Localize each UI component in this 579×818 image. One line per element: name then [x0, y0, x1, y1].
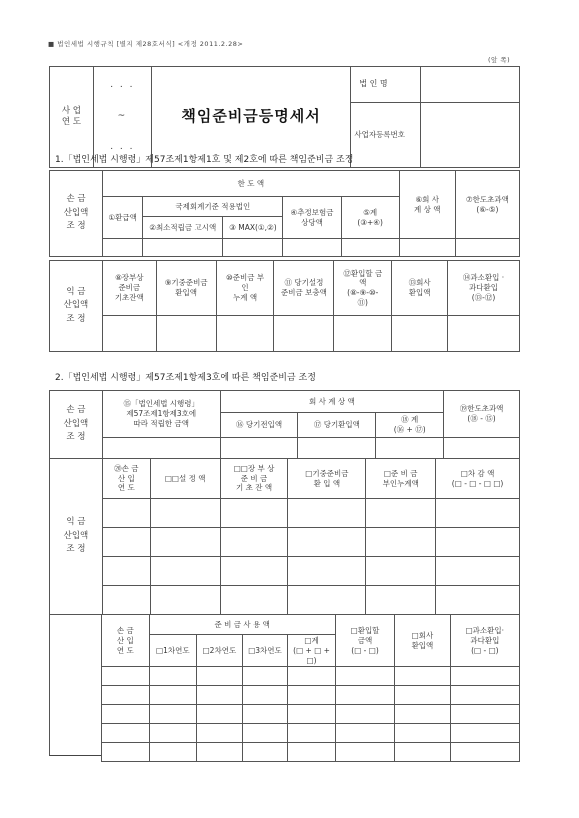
s1-col10: ⑩준비금 부 인 누계 액 — [216, 261, 274, 316]
s2-use-sum: □계 (□ + □ + □) — [288, 635, 336, 667]
s2-use-row-d-5[interactable] — [288, 724, 336, 743]
s2-use-row-d-2[interactable] — [149, 724, 197, 743]
s1-input-9[interactable] — [156, 316, 216, 352]
s1-col8: ⑧장부상 준비금 기초잔액 — [102, 261, 156, 316]
s1-col1: ①환급액 — [103, 197, 143, 239]
s1-col12: ⑫환입할 금 액 (⑧-⑨-⑩- ⑪) — [334, 261, 392, 316]
s2-return-amt: □환입할 금액 (□ - □) — [335, 615, 394, 667]
s2-use-row-a-3[interactable] — [197, 667, 243, 686]
s2-row-c-3[interactable] — [220, 557, 288, 586]
s2-use-row-e-5[interactable] — [288, 743, 336, 762]
s1-input-13[interactable] — [392, 316, 448, 352]
s2-use-row-d-3[interactable] — [197, 724, 243, 743]
s2-use-row-b-4[interactable] — [242, 686, 288, 705]
s2-use-row-e-3[interactable] — [197, 743, 243, 762]
s1-input-2[interactable] — [143, 239, 223, 257]
section2-heading: 2.「법인세법 시행령」제57조제1항제3호에 따른 책임준비금 조정 — [55, 373, 316, 383]
s2-sub-year: 손 금 산 입 연 도 — [102, 615, 150, 667]
s2-row-b-1[interactable] — [102, 528, 150, 557]
s2-row-a-5[interactable] — [366, 499, 436, 528]
s2-row-d-1[interactable] — [102, 586, 150, 615]
section1-profit-table — [49, 260, 520, 352]
s2-use-row-b-5[interactable] — [288, 686, 336, 705]
s2-use-row-e-1[interactable] — [102, 743, 150, 762]
section2-usage-table — [101, 614, 520, 762]
s2-row-b-4[interactable] — [288, 528, 366, 557]
reg-no-field[interactable] — [421, 103, 520, 168]
s2-use-row-e-6[interactable] — [335, 743, 394, 762]
s2-use-row-c-4[interactable] — [242, 705, 288, 724]
s2-col22: □□장 부 상 준 비 금 기 초 잔 액 — [220, 459, 288, 499]
s1-ifrs-label: 국제회계기준 적용법인 — [143, 197, 283, 217]
s2-input-19[interactable] — [444, 438, 520, 459]
s1-input-8[interactable] — [102, 316, 156, 352]
s2-use-row-c-7[interactable] — [395, 705, 450, 724]
s2-col23: □기중준비금 환 입 액 — [288, 459, 366, 499]
s1-input-10[interactable] — [216, 316, 274, 352]
s1-input-14[interactable] — [448, 316, 520, 352]
s2-col24: □준 비 금 부인누계액 — [366, 459, 436, 499]
s2-row-a-6[interactable] — [436, 499, 520, 528]
s1-loss-label: 손 금 산입액 조 정 — [50, 171, 103, 257]
s2-col21: □□설 정 액 — [150, 459, 220, 499]
date-tilde: ~ — [117, 111, 128, 122]
date-start: . . . — [110, 79, 135, 90]
s1-col9: ⑨기중준비금 환입액 — [156, 261, 216, 316]
section1-heading: 1.「법인세법 시행령」제57조제1항제1호 및 제2호에 따른 책임준비금 조정 — [55, 155, 354, 165]
s2-use-row-b-6[interactable] — [335, 686, 394, 705]
s2-company-amount: 회 사 계 상 액 — [220, 391, 444, 413]
s2-use-row-d-1[interactable] — [102, 724, 150, 743]
s2-col16: ⑯ 당기전입액 — [220, 413, 298, 438]
corp-name-label: 법 인 명 — [351, 67, 421, 103]
s2-row-a-1[interactable] — [102, 499, 150, 528]
s2-use-row-e-4[interactable] — [242, 743, 288, 762]
s2-input-16[interactable] — [220, 438, 298, 459]
s2-row-d-2[interactable] — [150, 586, 220, 615]
s2-use-row-b-7[interactable] — [395, 686, 450, 705]
s2-row-b-5[interactable] — [366, 528, 436, 557]
s2-col25: □차 감 액 (□ - □ - □ □) — [436, 459, 520, 499]
s2-use-row-d-8[interactable] — [450, 724, 519, 743]
legal-reference: ■ 법인세법 시행규칙 [별지 제28호서식] <개정 2011.2.28> — [48, 40, 244, 48]
s1-col7: ⑦한도초과액 (⑥-⑤) — [455, 171, 519, 239]
s2-row-a-4[interactable] — [288, 499, 366, 528]
s2-use-row-a-4[interactable] — [242, 667, 288, 686]
s2-row-c-1[interactable] — [102, 557, 150, 586]
s2-loss-label: 손 금 산입액 조 정 — [50, 391, 103, 459]
s2-row-c-2[interactable] — [150, 557, 220, 586]
s2-col18: ⑱ 계 (⑯ + ⑰) — [376, 413, 444, 438]
s2-row-d-4[interactable] — [288, 586, 366, 615]
s1-input-12[interactable] — [334, 316, 392, 352]
s2-row-a-2[interactable] — [150, 499, 220, 528]
s1-limit-label: 한 도 액 — [103, 171, 400, 197]
s2-use-row-e-2[interactable] — [149, 743, 197, 762]
s1-col2: ②최소적립금 고시액 — [143, 217, 223, 239]
s2-use-row-a-8[interactable] — [450, 667, 519, 686]
s2-use-row-a-2[interactable] — [149, 667, 197, 686]
form-title: 책임준비금등명세서 — [151, 67, 351, 168]
s2-row-a-3[interactable] — [220, 499, 288, 528]
s2-use2: □2차연도 — [197, 635, 243, 667]
s2-col20: ⑳손 금 산 입 연 도 — [102, 459, 150, 499]
s1-input-11[interactable] — [274, 316, 334, 352]
s2-row-c-4[interactable] — [288, 557, 366, 586]
s1-input-7[interactable] — [455, 239, 519, 257]
s2-use-row-e-8[interactable] — [450, 743, 519, 762]
s2-row-c-5[interactable] — [366, 557, 436, 586]
s2-use-row-d-4[interactable] — [242, 724, 288, 743]
section2-table — [49, 390, 520, 459]
s1-input-5[interactable] — [341, 239, 399, 257]
s2-usage-label: 준 비 금 사 용 액 — [149, 615, 335, 635]
s2-use-row-a-5[interactable] — [288, 667, 336, 686]
section2-profit-table — [49, 458, 520, 615]
s2-under-over: □과소환입· 과다환입 (□ - □) — [450, 615, 519, 667]
biz-year-label: 사 업 연 도 — [50, 67, 94, 168]
s1-profit-label: 익 금 산입액 조 정 — [50, 261, 103, 352]
date-end: . . . — [110, 142, 135, 153]
s2-profit-label: 익 금 산입액 조 정 — [50, 459, 103, 615]
s2-use-row-c-2[interactable] — [149, 705, 197, 724]
s1-input-1[interactable] — [103, 239, 143, 257]
s2-col17: ⑰ 당기환입액 — [298, 413, 376, 438]
s2-use-row-c-8[interactable] — [450, 705, 519, 724]
s2-use-row-b-1[interactable] — [102, 686, 150, 705]
s2-use-row-d-7[interactable] — [395, 724, 450, 743]
s1-col11: ⑪ 당기설정 준비금 보충액 — [274, 261, 334, 316]
s2-use-row-a-7[interactable] — [395, 667, 450, 686]
s1-col5: ⑤계 (③+④) — [341, 197, 399, 239]
s1-input-4[interactable] — [283, 239, 341, 257]
s2-row-b-2[interactable] — [150, 528, 220, 557]
s2-row-b-3[interactable] — [220, 528, 288, 557]
s2-use-row-c-3[interactable] — [197, 705, 243, 724]
s2-use-row-d-6[interactable] — [335, 724, 394, 743]
s1-col6: ⑥회 사 계 상 액 — [399, 171, 455, 239]
s2-use1: □1차연도 — [149, 635, 197, 667]
s2-row-d-3[interactable] — [220, 586, 288, 615]
s1-col14: ⑭과소환입 · 과다환입 (⑬-⑫) — [448, 261, 520, 316]
s2-use-row-a-6[interactable] — [335, 667, 394, 686]
s2-company-return: □회사 환입액 — [395, 615, 450, 667]
s2-input-15[interactable] — [102, 438, 220, 459]
s2-use-row-a-1[interactable] — [102, 667, 150, 686]
corp-name-field[interactable] — [421, 67, 520, 103]
s2-col19: ⑲한도초과액 (⑱ - ⑮) — [444, 391, 520, 438]
s1-col4: ④추정보험금 상당액 — [283, 197, 341, 239]
s2-use-row-c-5[interactable] — [288, 705, 336, 724]
s2-input-17[interactable] — [298, 438, 376, 459]
reg-no-label: 사업자등록번호 — [351, 103, 421, 168]
s2-row-d-6[interactable] — [436, 586, 520, 615]
s2-input-18[interactable] — [376, 438, 444, 459]
s2-use-row-e-7[interactable] — [395, 743, 450, 762]
s1-input-3[interactable] — [223, 239, 283, 257]
s2-use3: □3차연도 — [242, 635, 288, 667]
page-note: (앞 쪽) — [488, 56, 511, 64]
s2-use-row-c-1[interactable] — [102, 705, 150, 724]
s1-col3: ③ MAX(①,②) — [223, 217, 283, 239]
s2-use-row-b-3[interactable] — [197, 686, 243, 705]
s1-col13: ⑬회사 환입액 — [392, 261, 448, 316]
s2-use-row-b-8[interactable] — [450, 686, 519, 705]
s2-col15: ⑮「법인세법 시행령」 제57조제1항제3호에 따라 적립한 금액 — [102, 391, 220, 438]
s2-row-b-6[interactable] — [436, 528, 520, 557]
s2-use-row-c-6[interactable] — [335, 705, 394, 724]
s1-input-6[interactable] — [399, 239, 455, 257]
s2-use-row-b-2[interactable] — [149, 686, 197, 705]
s2-profit-label-ext — [49, 614, 102, 756]
section1-table — [49, 170, 520, 257]
s2-row-d-5[interactable] — [366, 586, 436, 615]
s2-row-c-6[interactable] — [436, 557, 520, 586]
